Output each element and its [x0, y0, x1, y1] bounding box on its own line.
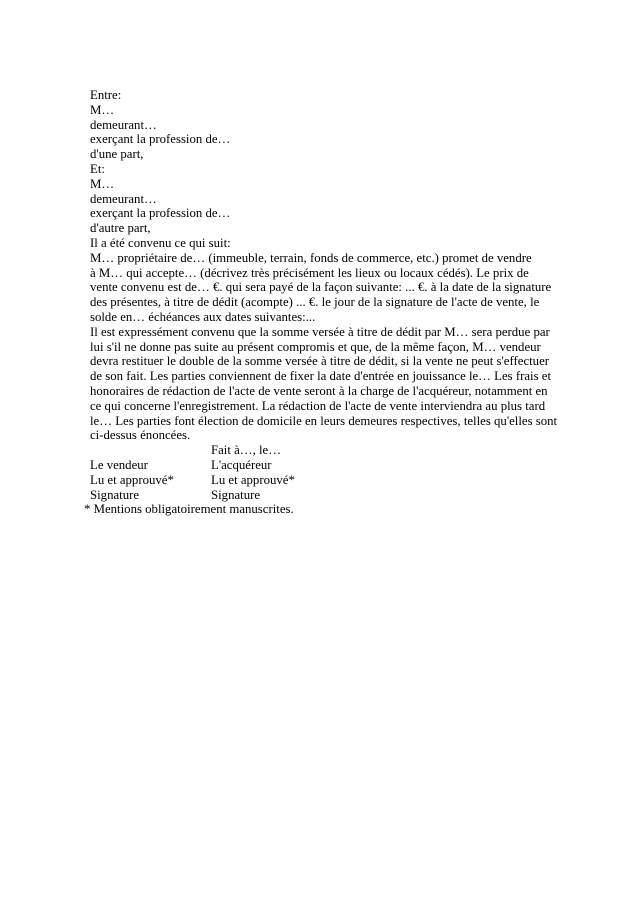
date-place-line: Fait à…, le… — [211, 443, 282, 458]
text-line: d'une part, — [90, 147, 144, 162]
date-place-spacer — [90, 443, 211, 458]
seller-signature-label: Signature — [90, 487, 140, 502]
text-line: des présentes, à titre de dédit (acompte) ... €. le jour de la signature de l'acte de vente, le — [90, 295, 540, 310]
text-line: ci-dessus énoncées. — [90, 428, 191, 443]
text-line: solde en… échéances aux dates suivantes:... — [90, 309, 316, 324]
text-line: à M… qui accepte… (décrivez très précisément les lieux ou locaux cédés). Le prix de — [90, 265, 529, 280]
text-line: Il est expressément convenu que la somme versée à titre de dédit par M… sera perdue par — [90, 324, 550, 339]
signature-row-approval — [90, 473, 578, 488]
buyer-approval-label: Lu et approuvé* — [211, 472, 295, 487]
signature-row-signature — [90, 488, 578, 503]
seller-approval-label: Lu et approuvé* — [90, 472, 174, 487]
text-line: honoraires de rédaction de l'acte de vente seront à la charge de l'acquéreur, notamment en — [90, 383, 548, 398]
text-line: vente convenu est de… €. qui sera payé de la façon suivante: ... €. à la date de la signature — [90, 280, 552, 295]
seller-label: Le vendeur — [90, 457, 148, 472]
buyer-signature-label: Signature — [211, 487, 261, 502]
text-line: Entre: — [90, 88, 122, 102]
text-line: Il a été convenu ce qui suit: — [90, 235, 231, 250]
document-body — [84, 88, 578, 517]
footnote-mandatory-mentions: * Mentions obligatoirement manuscrites. — [84, 502, 294, 517]
text-line: M… — [90, 176, 115, 191]
text-line: M… — [90, 102, 115, 117]
text-line: M… propriétaire de… (immeuble, terrain, fonds de commerce, etc.) promet de vendre — [90, 250, 532, 265]
text-line: lui s'il ne donne pas suite au présent compromis et que, de la même façon, M… vendeur — [90, 339, 541, 354]
text-line: demeurant… — [90, 191, 157, 206]
date-place-row — [90, 443, 578, 458]
text-line: exerçant la profession de… — [90, 132, 231, 147]
text-line: exerçant la profession de… — [90, 206, 231, 221]
contract-clauses-section — [90, 251, 578, 443]
text-line: demeurant… — [90, 117, 157, 132]
text-line: Et: — [90, 161, 105, 176]
signature-row-roles — [90, 458, 578, 473]
party-intro-section — [90, 88, 578, 251]
text-line: devra restituer le double de la somme versée à titre de dédit, si la vente ne peut s'effectuer — [90, 354, 550, 369]
text-line: de son fait. Les parties conviennent de fixer la date d'entrée en jouissance le… Les frais et — [90, 369, 552, 384]
text-line: ce qui concerne l'enregistrement. La rédaction de l'acte de vente interviendra au plus tard — [90, 398, 546, 413]
buyer-label: L'acquéreur — [211, 457, 272, 472]
text-line: d'autre part, — [90, 221, 151, 236]
text-line: le… Les parties font élection de domicile en leurs demeures respectives, telles qu'elles sont — [90, 413, 558, 428]
